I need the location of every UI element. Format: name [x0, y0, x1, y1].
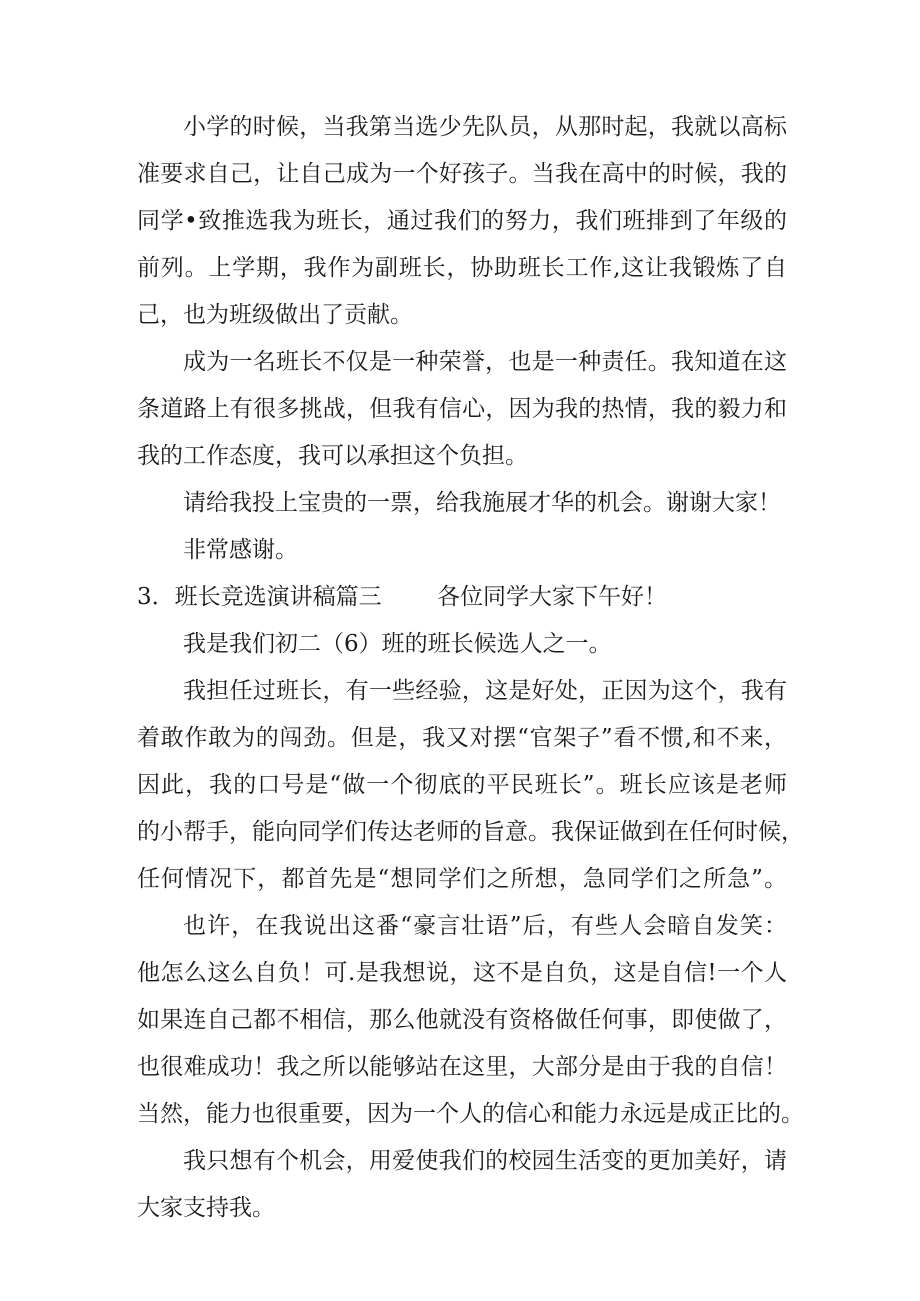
paragraph-line: 的小帮手，能向同学们传达老师的旨意。我保证做到在任何时候， — [137, 819, 804, 845]
paragraph-line: 己，也为班级做出了贡献。 — [137, 302, 413, 328]
paragraph-line: 前列。上学期，我作为副班长，协助班长工作,这让我锻炼了自 — [137, 255, 787, 281]
section-greeting: 各位同学大家下午好！ — [437, 584, 667, 610]
section-heading — [137, 574, 787, 621]
paragraph-line: 我担任过班长，有一些经验，这是好处，正因为这个，我有 — [183, 678, 787, 704]
paragraph-line: 非常感谢。 — [183, 537, 298, 563]
paragraph-line: 也许，在我说出这番“豪言壮语”后，有些人会暗自发笑： — [183, 913, 787, 939]
speech-text — [137, 104, 804, 1232]
paragraph-line: 请给我投上宝贵的一票，给我施展才华的机会。谢谢大家！ — [183, 490, 781, 516]
section-title: 3．班长竞选演讲稿篇三 — [137, 584, 382, 610]
paragraph-line: 因此，我的口号是“做一个彻底的平民班长”。班长应该是老师 — [137, 772, 787, 798]
paragraph-line: 成为一名班长不仅是一种荣誉，也是一种责任。我知道在这 — [183, 349, 787, 375]
paragraph-line: 任何情况下，都首先是“想同学们之所想，急同学们之所急”。 — [137, 866, 787, 892]
paragraph-line: 大家支持我。 — [137, 1195, 275, 1221]
paragraph-line: 我是我们初二（6）班的班长候选人之一。 — [183, 631, 612, 657]
paragraph-line: 我的工作态度，我可以承担这个负担。 — [137, 443, 528, 469]
paragraph-line: 也很难成功！我之所以能够站在这里，大部分是由于我的自信！ — [137, 1054, 787, 1080]
paragraph-line: 同学•致推选我为班长，通过我们的努力，我们班排到了年级的 — [137, 208, 787, 234]
paragraph-line: 小学的时候，当我第当选少先队员，从那时起，我就以高标 — [183, 114, 787, 140]
paragraph-line: 我只想有个机会，用爱使我们的校园生活变的更加美好，请 — [183, 1148, 787, 1174]
paragraph-line: 如果连自己都不相信，那么他就没有资格做任何事，即使做了， — [137, 1007, 787, 1033]
paragraph-line: 着敢作敢为的闯劲。但是，我又对摆“官架子”看不惯,和不来， — [137, 725, 787, 751]
paragraph-line: 准要求自己，让自己成为一个好孩子。当我在高中的时候，我的 — [137, 161, 787, 187]
paragraph-line: 当然，能力也很重要，因为一个人的信心和能力永远是成正比的。 — [137, 1101, 804, 1127]
paragraph-line: 他怎么这么自负！可.是我想说，这不是自负，这是自信!一个人 — [137, 960, 787, 986]
paragraph-line: 条道路上有很多挑战，但我有信心，因为我的热情，我的毅力和 — [137, 396, 787, 422]
